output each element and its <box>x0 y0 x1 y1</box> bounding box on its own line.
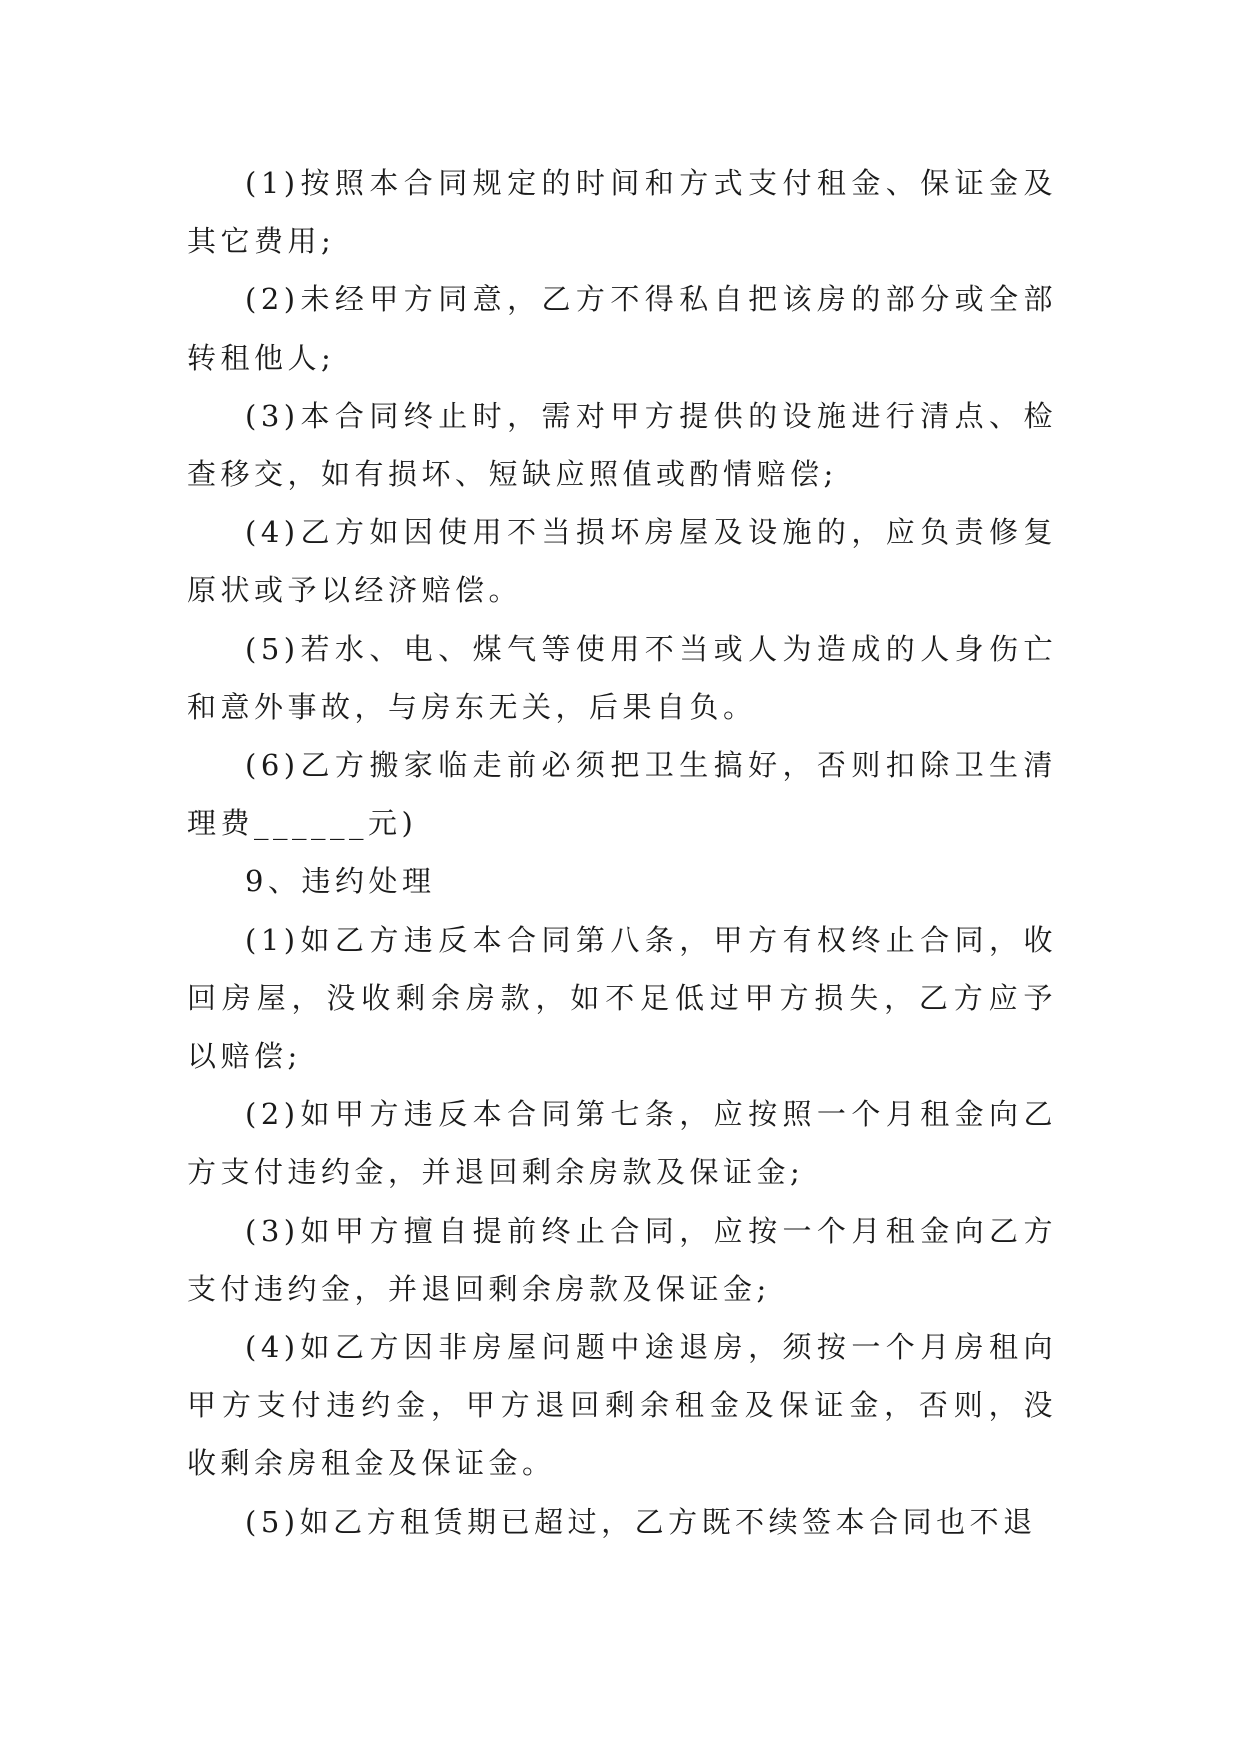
clause-8-1: (1)按照本合同规定的时间和方式支付租金、保证金及其它费用; <box>187 166 1057 259</box>
document-body <box>187 154 1057 1551</box>
clause-8-2: (2)未经甲方同意，乙方不得私自把该房的部分或全部转租他人; <box>187 282 1057 375</box>
clause-9-1: (1)如乙方违反本合同第八条，甲方有权终止合同，收回房屋，没收剩余房款，如不足低过甲方损失，乙方应予以赔偿; <box>187 922 1057 1074</box>
section-heading-breach: 9、违约处理 <box>245 864 436 899</box>
clause-8-5: (5)若水、电、煤气等使用不当或人为造成的人身伤亡和意外事故，与房东无关，后果自负。 <box>187 631 1057 724</box>
clause-9-2: (2)如甲方违反本合同第七条，应按照一个月租金向乙方支付违约金，并退回剩余房款及保证金; <box>187 1097 1057 1190</box>
clause-8-3: (3)本合同终止时，需对甲方提供的设施进行清点、检查移交，如有损坏、短缺应照值或酌情赔偿; <box>187 398 1057 492</box>
clause-8-4: (4)乙方如因使用不当损坏房屋及设施的，应负责修复原状或予以经济赔偿。 <box>187 515 1057 608</box>
clause-9-4: (4)如乙方因非房屋问题中途退房，须按一个月房租向甲方支付违约金，甲方退回剩余租金及保证金，否则，没收剩余房租金及保证金。 <box>187 1330 1057 1481</box>
clause-9-5: (5)如乙方租赁期已超过，乙方既不续签本合同也不退 <box>245 1504 1037 1539</box>
clause-8-6: (6)乙方搬家临走前必须把卫生搞好，否则扣除卫生清理费______元) <box>187 748 1057 841</box>
clause-9-3: (3)如甲方擅自提前终止合同，应按一个月租金向乙方支付违约金，并退回剩余房款及保证金; <box>187 1213 1057 1306</box>
